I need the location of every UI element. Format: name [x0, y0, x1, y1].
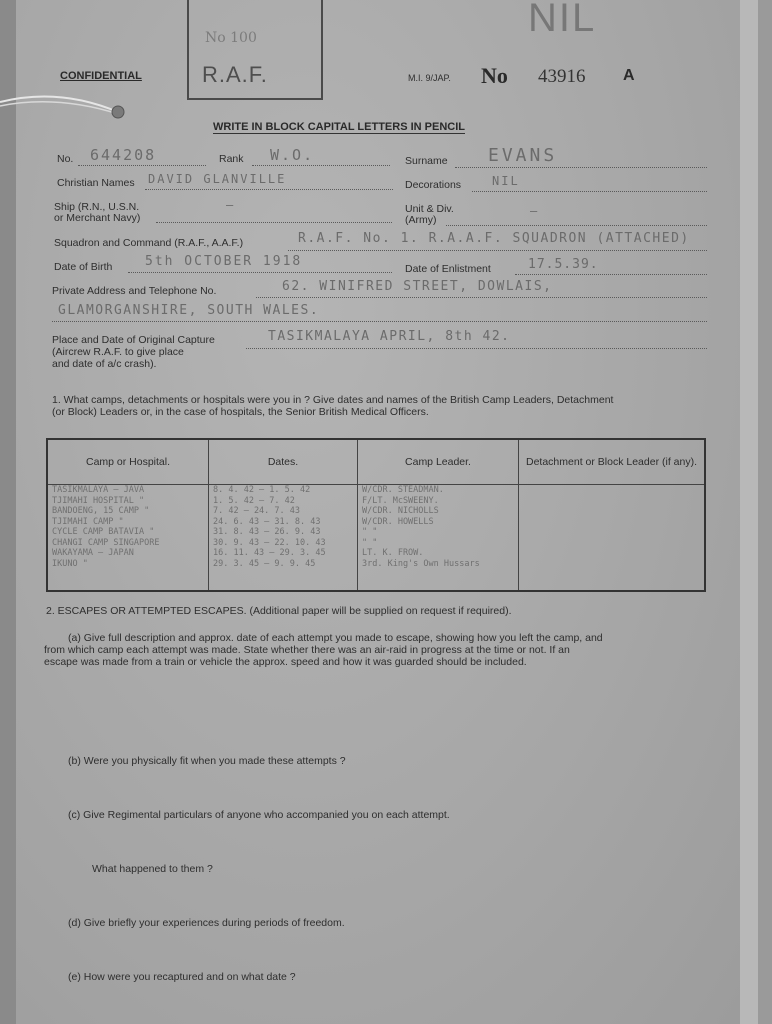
address-label: Private Address and Telephone No. [52, 285, 217, 297]
question-2c-subtext: What happened to them ? [92, 863, 213, 875]
list-item: F/LT. McSWEENY. [362, 495, 439, 506]
capture-label: Place and Date of Original Capture [52, 334, 215, 346]
list-item: BANDOENG, 15 CAMP " [52, 506, 150, 516]
list-item: 30. 9. 43 — 22. 10. 43 [213, 537, 326, 548]
address-value-line1: 62. WINIFRED STREET, DOWLAIS, [282, 279, 553, 294]
list-item: LT. K. FROW. [362, 548, 424, 558]
christian-names-value: DAVID GLANVILLE [148, 172, 287, 186]
enlistment-line [515, 274, 707, 275]
list-item: W/CDR. NICHOLLS [362, 506, 439, 516]
question-1-text: 1. What camps, detachments or hospitals were you in ? Give dates and names of the British Camp Leaders, Detachment [52, 394, 614, 406]
address-line-2 [52, 321, 707, 322]
christian-names-line [145, 189, 393, 190]
unit-line [446, 225, 707, 226]
list-item: " " [362, 537, 378, 548]
surname-line [455, 167, 707, 168]
surname-label: Surname [405, 155, 448, 167]
address-value-line2: GLAMORGANSHIRE, SOUTH WALES. [58, 303, 320, 318]
ship-line [156, 222, 392, 223]
list-item: 16. 11. 43 — 29. 3. 45 [213, 548, 326, 558]
column-camp-leader: Camp Leader. [358, 439, 519, 485]
list-item: 8. 4. 42 — 1. 5. 42 [213, 485, 311, 495]
squadron-label: Squadron and Command (R.A.F., A.A.F.) [54, 237, 244, 249]
capture-label-3: and date of a/c crash). [52, 358, 157, 370]
unit-label: Unit & Div. [405, 203, 454, 215]
enlistment-label: Date of Enlistment [405, 263, 491, 275]
number-symbol: No [481, 63, 508, 88]
rank-value: W.O. [270, 146, 315, 164]
rank-line [252, 165, 390, 166]
question-1-text-2: (or Block) Leaders or, in the case of hospitals, the Senior British Medical Officers. [52, 406, 429, 418]
folder-edge-left [0, 0, 16, 1024]
question-2d-text: (d) Give briefly your experiences during periods of freedom. [68, 917, 345, 929]
leaders-column-cell [358, 485, 519, 592]
question-2e-text: (e) How were you recaptured and on what date ? [68, 971, 296, 983]
list-item: CYCLE CAMP BATAVIA " [52, 527, 155, 537]
dob-value: 5th OCTOBER 1918 [145, 254, 303, 269]
mi-reference: M.I. 9/JAP. [408, 73, 451, 83]
ship-label-2: or Merchant Navy) [54, 212, 141, 224]
service-number: 644208 [90, 146, 157, 164]
rank-label: Rank [219, 153, 244, 165]
form-instruction: WRITE IN BLOCK CAPITAL LETTERS IN PENCIL [213, 121, 465, 133]
list-item: 31. 8. 43 — 26. 9. 43 [213, 527, 321, 537]
squadron-line [288, 250, 707, 251]
no-line [78, 165, 206, 166]
question-2a-text-3: escape was made from a train or vehicle the approx. speed and how it was guarded should be included. [44, 656, 527, 668]
stamp-faint-number: No 100 [205, 30, 257, 46]
christian-names-label: Christian Names [57, 177, 135, 189]
question-2a-text-2: from which camp each attempt was made. State whether there was an air-raid in progress at the time or not. If an [44, 644, 570, 656]
question-2b-text: (b) Were you physically fit when you made these attempts ? [68, 755, 346, 767]
confidential-label: CONFIDENTIAL [60, 70, 142, 82]
list-item: 7. 42 — 24. 7. 43 [213, 506, 300, 516]
list-item: W/CDR. HOWELLS [362, 516, 434, 527]
capture-line [246, 348, 707, 349]
question-2c-text: (c) Give Regimental particulars of anyone who accompanied you on each attempt. [68, 809, 450, 821]
camps-table [46, 438, 706, 592]
enlistment-value: 17.5.39. [528, 257, 599, 272]
column-dates: Dates. [209, 439, 358, 485]
capture-label-2: (Aircrew R.A.F. to give place [52, 346, 184, 358]
list-item: IKUNO " [52, 558, 88, 569]
unit-value: — [530, 204, 540, 218]
unit-label-2: (Army) [405, 214, 437, 226]
ship-label: Ship (R.N., U.S.N. [54, 201, 140, 213]
raf-stamp: R.A.F. [202, 62, 268, 87]
dob-line [128, 272, 392, 273]
camps-table-header [47, 439, 705, 485]
squadron-value: R.A.F. No. 1. R.A.A.F. SQUADRON (ATTACHED) [298, 231, 690, 246]
detachment-column-cell [519, 485, 706, 592]
list-item: W/CDR. STEADMAN. [362, 485, 444, 495]
address-line-1 [256, 297, 707, 298]
dob-label: Date of Birth [54, 261, 113, 273]
question-2a-text: (a) Give full description and approx. date of each attempt you made to escape, showing how you left the camp, and [68, 632, 603, 644]
top-pencil-mark: NIL [528, 0, 597, 40]
list-item: 3rd. King's Own Hussars [362, 558, 480, 569]
list-item: 1. 5. 42 — 7. 42 [213, 495, 295, 506]
form-number: 43916 [538, 66, 586, 87]
list-item: WAKAYAMA — JAPAN [52, 548, 134, 558]
camps-column-cell [47, 485, 209, 592]
ship-value: — [226, 198, 236, 212]
column-camp-or-hospital: Camp or Hospital. [47, 439, 209, 485]
binding-string [0, 90, 140, 130]
question-2-heading: 2. ESCAPES OR ATTEMPTED ESCAPES. (Additional paper will be supplied on request if required). [46, 605, 512, 617]
capture-value: TASIKMALAYA APRIL, 8th 42. [268, 329, 511, 344]
decorations-label: Decorations [405, 179, 462, 191]
decorations-line [472, 191, 707, 192]
form-suffix: A [623, 67, 635, 84]
surname-value: EVANS [488, 145, 558, 166]
column-detachment-leader: Detachment or Block Leader (if any). [519, 439, 706, 485]
list-item: 29. 3. 45 — 9. 9. 45 [213, 558, 316, 569]
list-item: TJIMAHI CAMP " [52, 516, 124, 527]
no-label: No. [57, 153, 74, 165]
camps-table-body [47, 485, 705, 592]
folder-edge-far-right [758, 0, 772, 1024]
list-item: CHANGI CAMP SINGAPORE [52, 537, 160, 548]
list-item: 24. 6. 43 — 31. 8. 43 [213, 516, 321, 527]
list-item: TJIMAHI HOSPITAL " [52, 495, 145, 506]
list-item: TASIKMALAYA — JAVA [52, 485, 145, 495]
list-item: " " [362, 527, 378, 537]
decorations-value: NIL [492, 174, 520, 188]
dates-column-cell [209, 485, 358, 592]
